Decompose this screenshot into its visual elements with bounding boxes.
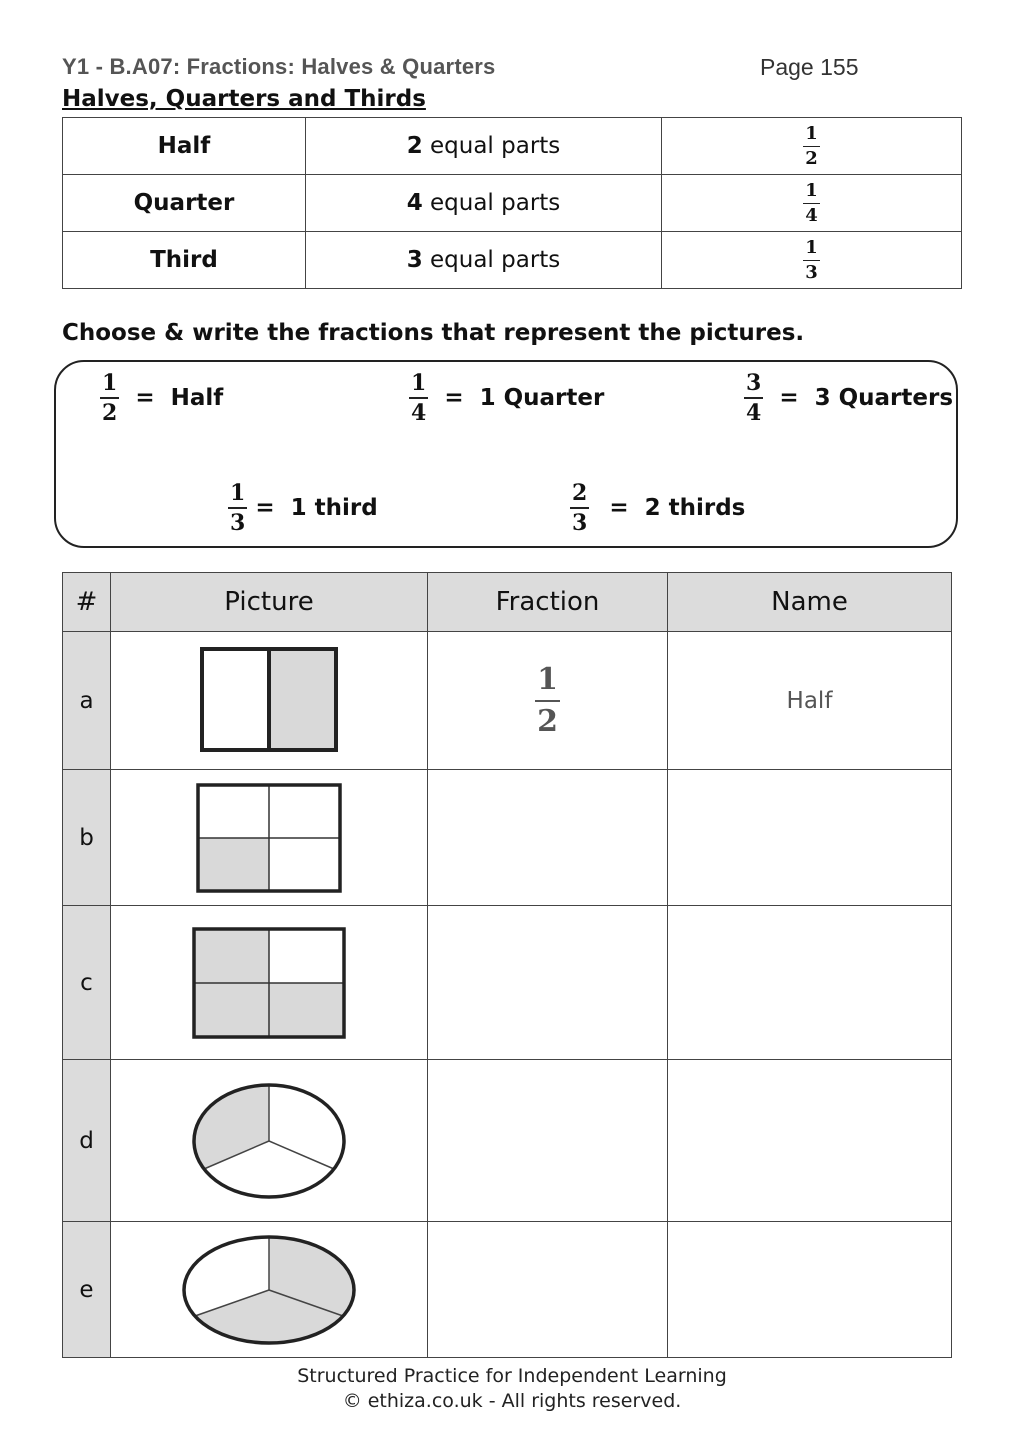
fraction-numerator: 1: [805, 236, 818, 258]
fraction-denominator: 3: [570, 507, 589, 534]
name-answer-cell[interactable]: [668, 1222, 952, 1358]
choice-half: [100, 372, 223, 424]
reference-name: Half: [63, 118, 306, 175]
reference-row-half: [63, 118, 962, 175]
reference-table: [62, 117, 962, 289]
picture-cell: [111, 632, 428, 770]
row-label: a: [63, 632, 111, 770]
column-header-number: #: [63, 573, 111, 632]
thirds-ellipse-diagram: [181, 1234, 357, 1346]
page-number: Page 155: [760, 54, 859, 80]
answer-table-header: [63, 573, 952, 632]
column-header-name: Name: [668, 573, 952, 632]
answer-table: [62, 572, 952, 1358]
table-row-e: [63, 1222, 952, 1358]
fraction-numerator: 1: [230, 480, 246, 506]
fraction-denominator: 3: [805, 261, 818, 283]
reference-parts-text: equal parts: [422, 247, 561, 273]
column-header-fraction: Fraction: [428, 573, 668, 632]
fraction-denominator: 2: [535, 700, 560, 737]
table-row-d: [63, 1060, 952, 1222]
fraction-answer-cell[interactable]: [428, 770, 668, 906]
reference-parts: [306, 232, 662, 289]
quarter-part-shaded: [198, 838, 269, 891]
picture-cell: [111, 770, 428, 906]
fraction-numerator: 1: [102, 370, 118, 396]
section-subtitle: Halves, Quarters and Thirds: [62, 86, 426, 112]
reference-fraction: [662, 118, 962, 175]
reference-parts-text: equal parts: [422, 190, 561, 216]
fraction-numerator: 2: [572, 480, 588, 506]
choice-three-quarters: [744, 372, 953, 424]
column-header-picture: Picture: [111, 573, 428, 632]
instruction-text: Choose & write the fractions that represent the pictures.: [62, 320, 805, 346]
fraction-denominator: 2: [805, 147, 818, 169]
fraction-numerator: 1: [537, 661, 558, 697]
reference-name: Third: [63, 232, 306, 289]
reference-fraction: [662, 232, 962, 289]
choice-label: = Half: [135, 385, 224, 411]
worksheet-title: Y1 - B.A07: Fractions: Halves & Quarters: [62, 54, 496, 79]
quarters-rectangle-diagram: [196, 783, 342, 893]
table-row-b: [63, 770, 952, 906]
footer-tagline: Structured Practice for Independent Learning: [297, 1365, 727, 1387]
fraction-numerator: 1: [805, 122, 818, 144]
choice-label: = 1 Quarter: [444, 385, 605, 411]
reference-parts-text: equal parts: [422, 133, 561, 159]
fraction-denominator: 4: [409, 397, 428, 424]
row-label: c: [63, 906, 111, 1060]
reference-fraction: [662, 175, 962, 232]
fraction-answer: [535, 661, 560, 739]
choice-label: = 3 Quarters: [779, 385, 954, 411]
row-label: d: [63, 1060, 111, 1222]
fraction-denominator: 3: [228, 507, 247, 534]
quarters-rectangle-diagram: [192, 927, 346, 1039]
reference-count: 3: [406, 247, 423, 273]
reference-row-third: [63, 232, 962, 289]
reference-count: 4: [406, 190, 423, 216]
fraction-denominator: 2: [100, 397, 119, 424]
fraction-denominator: 4: [744, 397, 763, 424]
fraction-answer-cell[interactable]: [428, 1060, 668, 1222]
half-part-shaded: [269, 649, 336, 750]
reference-row-quarter: [63, 175, 962, 232]
half-part-unshaded: [202, 649, 269, 750]
fraction-numerator: 1: [411, 370, 427, 396]
picture-cell: [111, 1060, 428, 1222]
reference-parts: [306, 118, 662, 175]
choice-one-third: [228, 482, 378, 534]
picture-cell: [111, 906, 428, 1060]
name-answer-cell[interactable]: Half: [668, 632, 952, 770]
reference-count: 2: [406, 133, 423, 159]
table-row-c: [63, 906, 952, 1060]
halves-rectangle-diagram: [199, 646, 339, 756]
choice-one-quarter: [409, 372, 604, 424]
fraction-numerator: 1: [805, 179, 818, 201]
fraction-answer-cell[interactable]: [428, 1222, 668, 1358]
thirds-ellipse-diagram: [191, 1082, 347, 1200]
name-answer-cell[interactable]: [668, 1060, 952, 1222]
quarter-part-unshaded: [269, 929, 344, 983]
fraction-answer-cell[interactable]: [428, 906, 668, 1060]
row-label: b: [63, 770, 111, 906]
reference-parts: [306, 175, 662, 232]
fraction-answer-cell[interactable]: [428, 632, 668, 770]
table-row-a: [63, 632, 952, 770]
name-answer-cell[interactable]: [668, 906, 952, 1060]
name-answer-cell[interactable]: [668, 770, 952, 906]
fraction-numerator: 3: [746, 370, 762, 396]
choice-label: = 2 thirds: [609, 495, 746, 521]
picture-cell: [111, 1222, 428, 1358]
choice-label: = 1 third: [255, 495, 378, 521]
fraction-denominator: 4: [805, 204, 818, 226]
reference-name: Quarter: [63, 175, 306, 232]
choice-two-thirds: [570, 482, 745, 534]
row-label: e: [63, 1222, 111, 1358]
footer-copyright: © ethiza.co.uk - All rights reserved.: [342, 1390, 682, 1412]
